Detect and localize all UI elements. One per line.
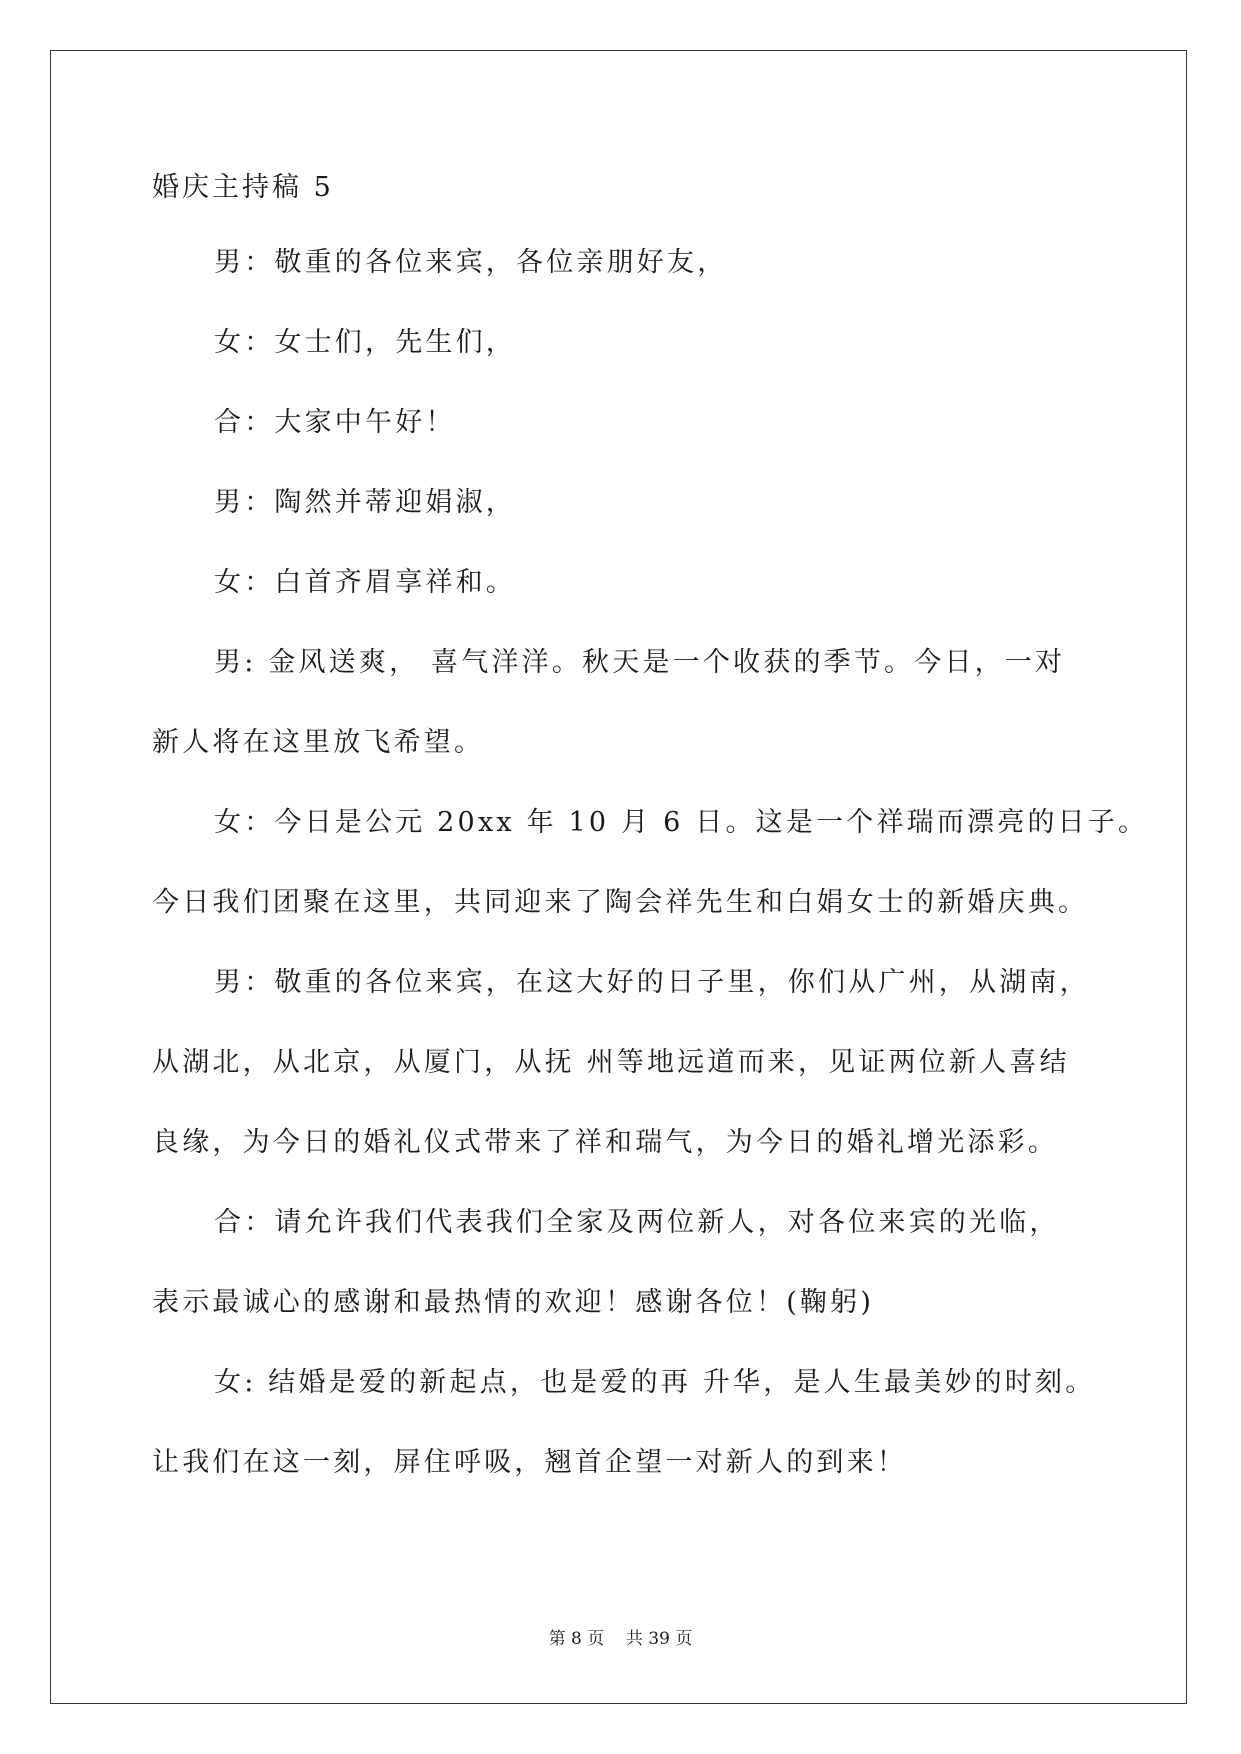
paragraph-line: 今日我们团聚在这里，共同迎来了陶会祥先生和白娟女士的新婚庆典。 — [152, 887, 1089, 918]
paragraph-line: 女: 结婚是爱的新起点，也是爱的再 升华，是人生最美妙的时刻。 — [214, 1367, 1096, 1398]
paragraph-line: 男: 金风送爽， 喜气洋洋。秋天是一个收获的季节。今日，一对 — [214, 647, 1066, 678]
paragraph-line: 良缘，为今日的婚礼仪式带来了祥和瑞气，为今日的婚礼增光添彩。 — [152, 1127, 1058, 1158]
paragraph-line: 从湖北，从北京，从厦门，从抚 州等地远道而来，见证两位新人喜结 — [152, 1047, 1070, 1078]
paragraph-line: 女：白首齐眉享祥和。 — [214, 567, 516, 598]
page-number: 第 8 页 共 39 页 — [548, 1629, 693, 1649]
paragraph-line: 新人将在这里放飞希望。 — [152, 727, 485, 758]
paragraph-line: 合：请允许我们代表我们全家及两位新人，对各位来宾的光临， — [214, 1207, 1060, 1238]
paragraph-line: 男：敬重的各位来宾，各位亲朋好友， — [214, 247, 728, 278]
paragraph-line: 让我们在这一刻，屏住呼吸，翘首企望一对新人的到来！ — [152, 1447, 907, 1478]
paragraph-line: 男：陶然并蒂迎娟淑， — [214, 487, 516, 518]
paragraph-line: 女：女士们，先生们， — [214, 327, 516, 358]
paragraph-line: 女：今日是公元 20xx 年 10 月 6 日。这是一个祥瑞而漂亮的日子。 — [214, 807, 1149, 838]
paragraph-line: 男：敬重的各位来宾，在这大好的日子里，你们从广州，从湖南， — [214, 967, 1090, 998]
paragraph-line: 合：大家中午好！ — [214, 407, 456, 438]
document-title: 婚庆主持稿 5 — [152, 172, 334, 203]
paragraph-line: 表示最诚心的感谢和最热情的欢迎！感谢各位！(鞠躬) — [152, 1287, 875, 1318]
